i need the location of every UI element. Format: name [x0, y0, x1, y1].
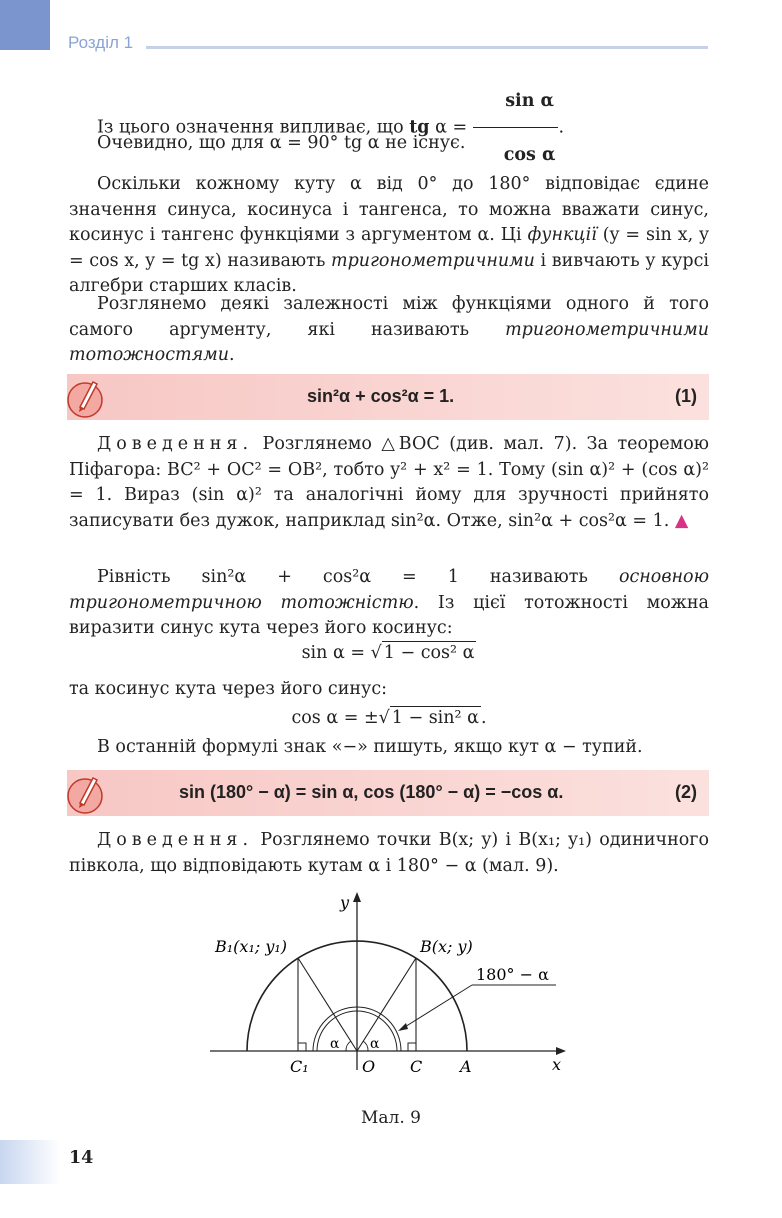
angle-pointer-arrow [398, 1023, 408, 1031]
corner-decoration [0, 0, 50, 50]
pencil-icon [63, 374, 111, 420]
equation-sin-via-cos: sin α = √ 1 − cos² α [301, 643, 475, 663]
label-y: y [340, 893, 350, 912]
end-of-proof-mark: ▲ [674, 510, 689, 531]
figure-caption: Мал. 9 [361, 1108, 421, 1128]
label-a: A [460, 1057, 472, 1076]
page-number-decoration [0, 1140, 60, 1184]
equation-cos-via-sin: cos α = ±√ 1 − sin² α . [291, 708, 487, 728]
label-alpha-left: α [330, 1036, 340, 1052]
right-angle-c [408, 1043, 416, 1051]
paragraph-cos-via-sin: та косинус кута через його синус: [69, 679, 388, 699]
formula-1-number: (1) [675, 386, 697, 406]
radius-ob [357, 958, 416, 1051]
formula-2-number: (2) [675, 782, 697, 802]
formula-1-text: sin²α + cos²α = 1. [307, 386, 455, 406]
label-b1: B₁(x₁; y₁) [215, 937, 288, 956]
paragraph-tangent-90: Очевидно, що для α = 90° tg α не існує. [97, 133, 466, 153]
header-rule [146, 46, 708, 49]
label-o: O [362, 1057, 376, 1076]
angle-arc-alpha-left [346, 1041, 351, 1051]
label-c: C [410, 1057, 423, 1076]
label-angle: 180° − α [476, 965, 549, 984]
right-angle-c1 [298, 1043, 306, 1051]
section-title: Розділ 1 [68, 33, 134, 52]
formula-bar-2 [67, 770, 709, 816]
formula-2-text: sin (180° − α) = sin α, cos (180° − α) = −cos α. [179, 782, 564, 802]
angle-pointer [400, 985, 472, 1030]
label-c1: C₁ [290, 1057, 309, 1076]
y-axis-arrow [353, 892, 361, 902]
angle-arc-alpha-right [363, 1041, 368, 1051]
paragraph-sign-note: В останній формулі знак «−» пишуть, якщо кут α − тупий. [97, 737, 643, 757]
pencil-icon [63, 770, 111, 816]
paragraph-main-identity: Рівність sin²α + cos²α = 1 називають основною тригонометричною тотожністю. Із цієї тотожності можна виразити синус кута через його косинус: [69, 567, 709, 638]
paragraph-proof-1: Доведення. Розглянемо △BOC (див. мал. 7). За теоремою Піфагора: BC² + OC² = OB², тобто y² + x² = 1. Тому (sin α)² + (cos α)² = 1. Вираз (sin α)² та аналогічні йому для зручності прийнято записувати без дужок, наприклад sin²α. Отже, sin²α + cos²α = 1. ▲ [69, 434, 709, 531]
label-alpha-right: α [370, 1036, 380, 1052]
paragraph-proof-2: Доведення. Розглянемо точки B(x; y) і B(x₁; y₁) одиничного півкола, що відповідають кутам α і 180° − α (мал. 9). [69, 830, 709, 876]
formula-bar-1 [67, 374, 709, 420]
label-b: B(x; y) [420, 937, 473, 956]
unit-semicircle-figure [0, 880, 782, 1105]
paragraph-trig-functions: Оскільки кожному куту α від 0° до 180° відповідає єдине значення синуса, косинуса і тангенса, то можна вважати синус, косинус і тангенс функціями з аргументом α. Ці функції (y = sin x, y = cos x, y = tg x) називають тригонометричними і вивчають у курсі алгебри старших класів. [69, 174, 710, 296]
x-axis-arrow [556, 1047, 566, 1055]
tangent-fraction: $\frac{\text{sin α}}{\text{cos α}}$ [473, 76, 559, 180]
paragraph-identities-intro: Розглянемо деякі залежності між функціями одного й того самого аргументу, які називають тригонометричними тотожностями. [69, 294, 709, 365]
label-x: x [552, 1055, 562, 1074]
page-number: 14 [69, 1148, 94, 1168]
radius-ob1 [298, 958, 357, 1051]
paragraph-tangent-definition: Із цього означення випливає, що tg α = $\frac{\text{sin α}}{\text{cos α}}$ . [69, 76, 709, 180]
